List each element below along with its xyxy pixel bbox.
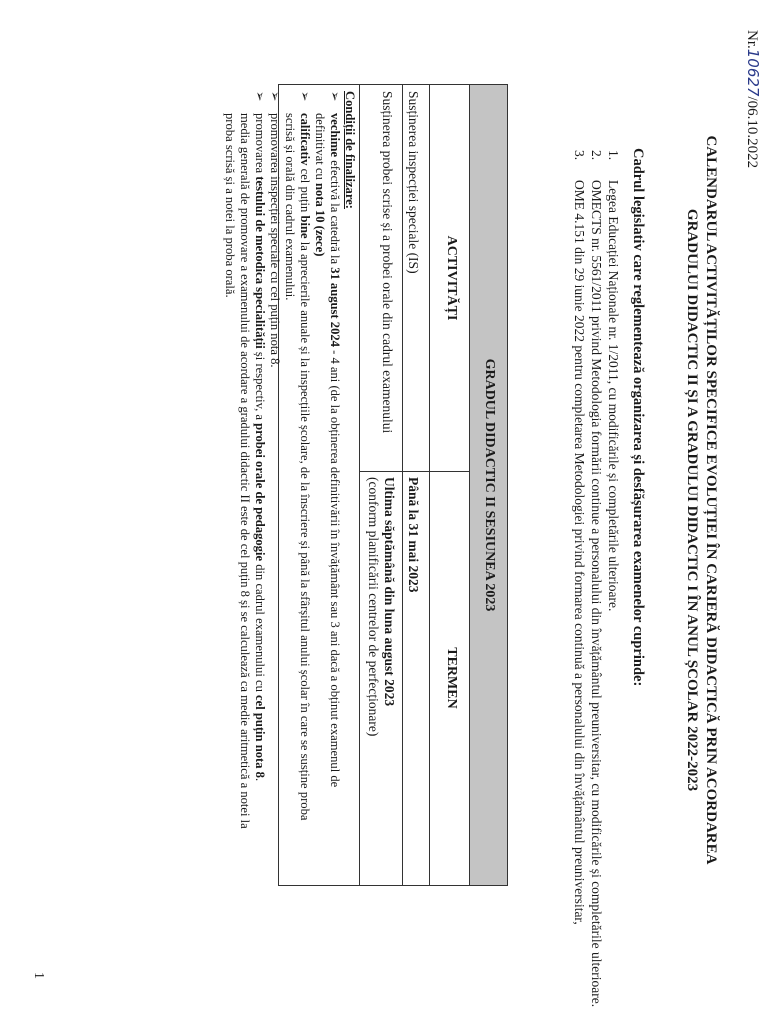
condition-item: ➢ calificativ cel puțin bine la aprecierile anuale și la inspecțiile școlare, de la înscriere și până la sfârșitul anului școlar în care se susține proba scrisă și orală din cadrul examenului. (283, 91, 312, 821)
registration-number: Nr.10627/06.10.2022 (744, 30, 762, 169)
document-title (682, 130, 720, 870)
bullet-arrow-icon: ➢ (328, 91, 342, 102)
handwritten-number: 10627 (744, 48, 762, 97)
term-cell: Ultima săptămână din luna august 2023 (382, 477, 397, 707)
table-divider (402, 85, 403, 885)
conditions-heading: Condiții de finalizare: (343, 91, 357, 210)
activity-cell: Susținerea probei scrise și a probei orale din cadrul examenului (380, 91, 395, 434)
bullet-arrow-icon: ➢ (298, 91, 312, 102)
completion-conditions (222, 91, 357, 881)
list-item: 3. OME 4.151 din 29 iunie 2022 pentru completarea Metodologiei privind formarea continuă a personalului din învățământul preuniversitar, (572, 150, 587, 925)
column-header-term: TERMEN (444, 647, 459, 709)
table-divider (359, 85, 360, 885)
title-line-1: CALENDARUL ACTIVITĂȚILOR SPECIFICE EVOLUȚIEI ÎN CARIERĂ DIDACTICĂ PRIN ACORDAREA (703, 135, 719, 865)
title-line-2: GRADULUI DIDACTIC II ȘI A GRADULUI DIDACTIC I ÎN ANUL ȘCOLAR 2022-2023 (684, 208, 700, 792)
session-title: GRADUL DIDACTIC II SESIUNEA 2023 (482, 358, 497, 612)
column-header-activities: ACTIVITĂȚI (444, 235, 459, 321)
page-number: 1 (31, 972, 46, 979)
bullet-arrow-icon: ➢ (268, 91, 282, 102)
condition-item: media generală de promovare a examenului de acordare a gradului didactic II este de cel puțin 8 și se calculează ca medie aritmetică a notei la proba scrisă și a notei la proba orală. (223, 113, 252, 829)
list-item: 1. Legea Educației Naționale nr. 1/2011, cu modificările și completările ulterioare. (606, 150, 621, 612)
table-divider (429, 85, 430, 885)
condition-item: ➢ promovarea testului de metodica specialității și respectiv, a probei orale de pedagogie din cadrul examenului cu cel puțin nota 8. (253, 91, 267, 782)
table-divider (469, 85, 470, 885)
term-note: (conform planificării centrelor de perfecționare) (366, 477, 381, 737)
condition-item: ➢ vechime efectivă la catedră la 31 august 2024 - 4 ani (de la obținerea definitivării în învățământ sau 3 ani dacă a obținut examenul de definitivat cu nota 10 (zece) (313, 91, 342, 788)
list-item: 2. OMECTS nr. 5561/2011 privind Metodologia formării continue a personalului din învățământul preuniversitar, cu modificările și completările ulterioare. (589, 150, 604, 1008)
legal-framework-heading: Cadrul legislativ care reglementează organizarea și desfășurarea examenelor cuprinde: (630, 148, 646, 687)
bullet-arrow-icon: ➢ (253, 91, 267, 102)
table-band-header (470, 85, 507, 885)
activity-cell: Susținerea inspecției speciale (IS) (406, 91, 421, 274)
table-column-divider (360, 471, 470, 472)
condition-item: ➢ promovarea inspecției speciale cu cel puțin nota 8. (268, 91, 282, 368)
calendar-table (223, 84, 508, 886)
term-cell: Până la 31 mai 2023 (406, 477, 421, 593)
legal-framework-list (571, 150, 622, 1010)
